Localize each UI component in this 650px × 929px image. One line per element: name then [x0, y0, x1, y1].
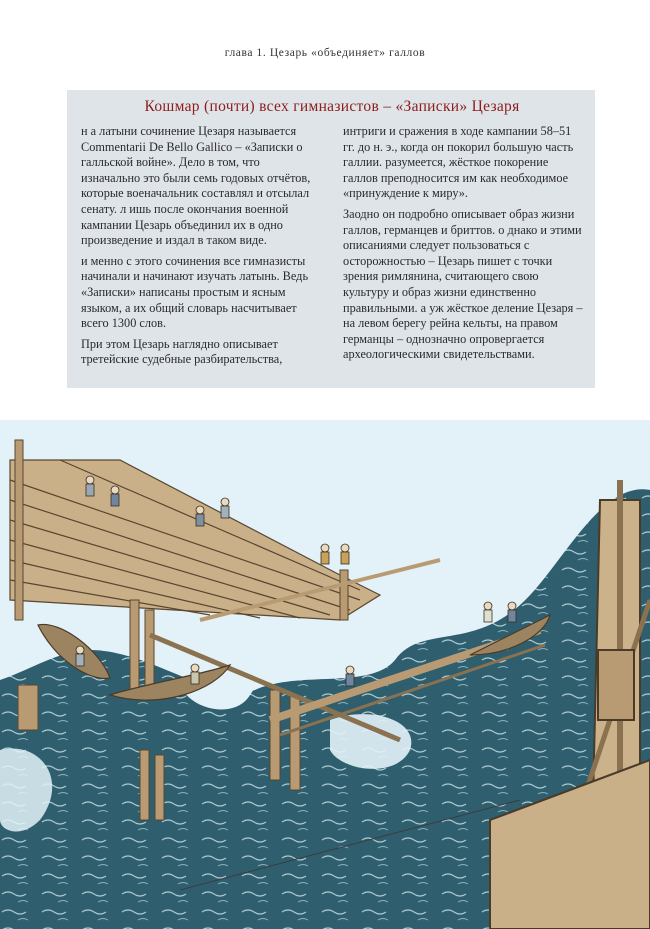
- paragraph: интриги и сражения в ходе кампании 58–51 гг. до н. э., когда он покорил большую часть галлии. разумеется, жёсткое покорение галлов преподносится им как необходимое «принуждение к миру».: [343, 124, 574, 201]
- sidebar-title: Кошмар (почти) всех гимназистов – «Записки» Цезаря: [144, 98, 520, 115]
- left-column: [81, 124, 321, 373]
- bridge-construction-illustration: [0, 420, 650, 929]
- paragraph: н а латыни сочинение Цезаря называется Commentarii De Bello Gallico – «Записки о галльской войне». Дело в том, что изначально это были семь годовых отчётов, которые военачальник составлял и отсылал сенату. л ишь после окончания военной кампании Цезарь объединил их в одно произведение и издал в таком виде.: [81, 124, 311, 248]
- paragraph: Заодно он подробно описывает образ жизни галлов, германцев и бриттов. о днако и этими описаниями следует пользоваться с осторожностью – Цезарь пишет с точки зрения римлянина, считающего свою культуру и образ жизни единственно правильными. а уж жёсткое деление Цезаря – на левом берегу рейна кельты, на правом германцы – однозначно опровергается археологическими свидетельствами.: [343, 206, 583, 362]
- sidebar-columns: [81, 124, 583, 373]
- running-head: глава 1. Цезарь «объединяет» галлов: [224, 47, 426, 59]
- paragraph: При этом Цезарь наглядно описывает третейские судебные разбирательства,: [81, 336, 283, 367]
- sidebar-box: [67, 90, 595, 388]
- right-column: [343, 124, 583, 373]
- paragraph: и менно с этого сочинения все гимназисты начинали и начинают изучать латынь. Ведь «Записки» написаны простым и ясным языком, а их общий словарь насчитывает всего 1300 слов.: [81, 253, 309, 331]
